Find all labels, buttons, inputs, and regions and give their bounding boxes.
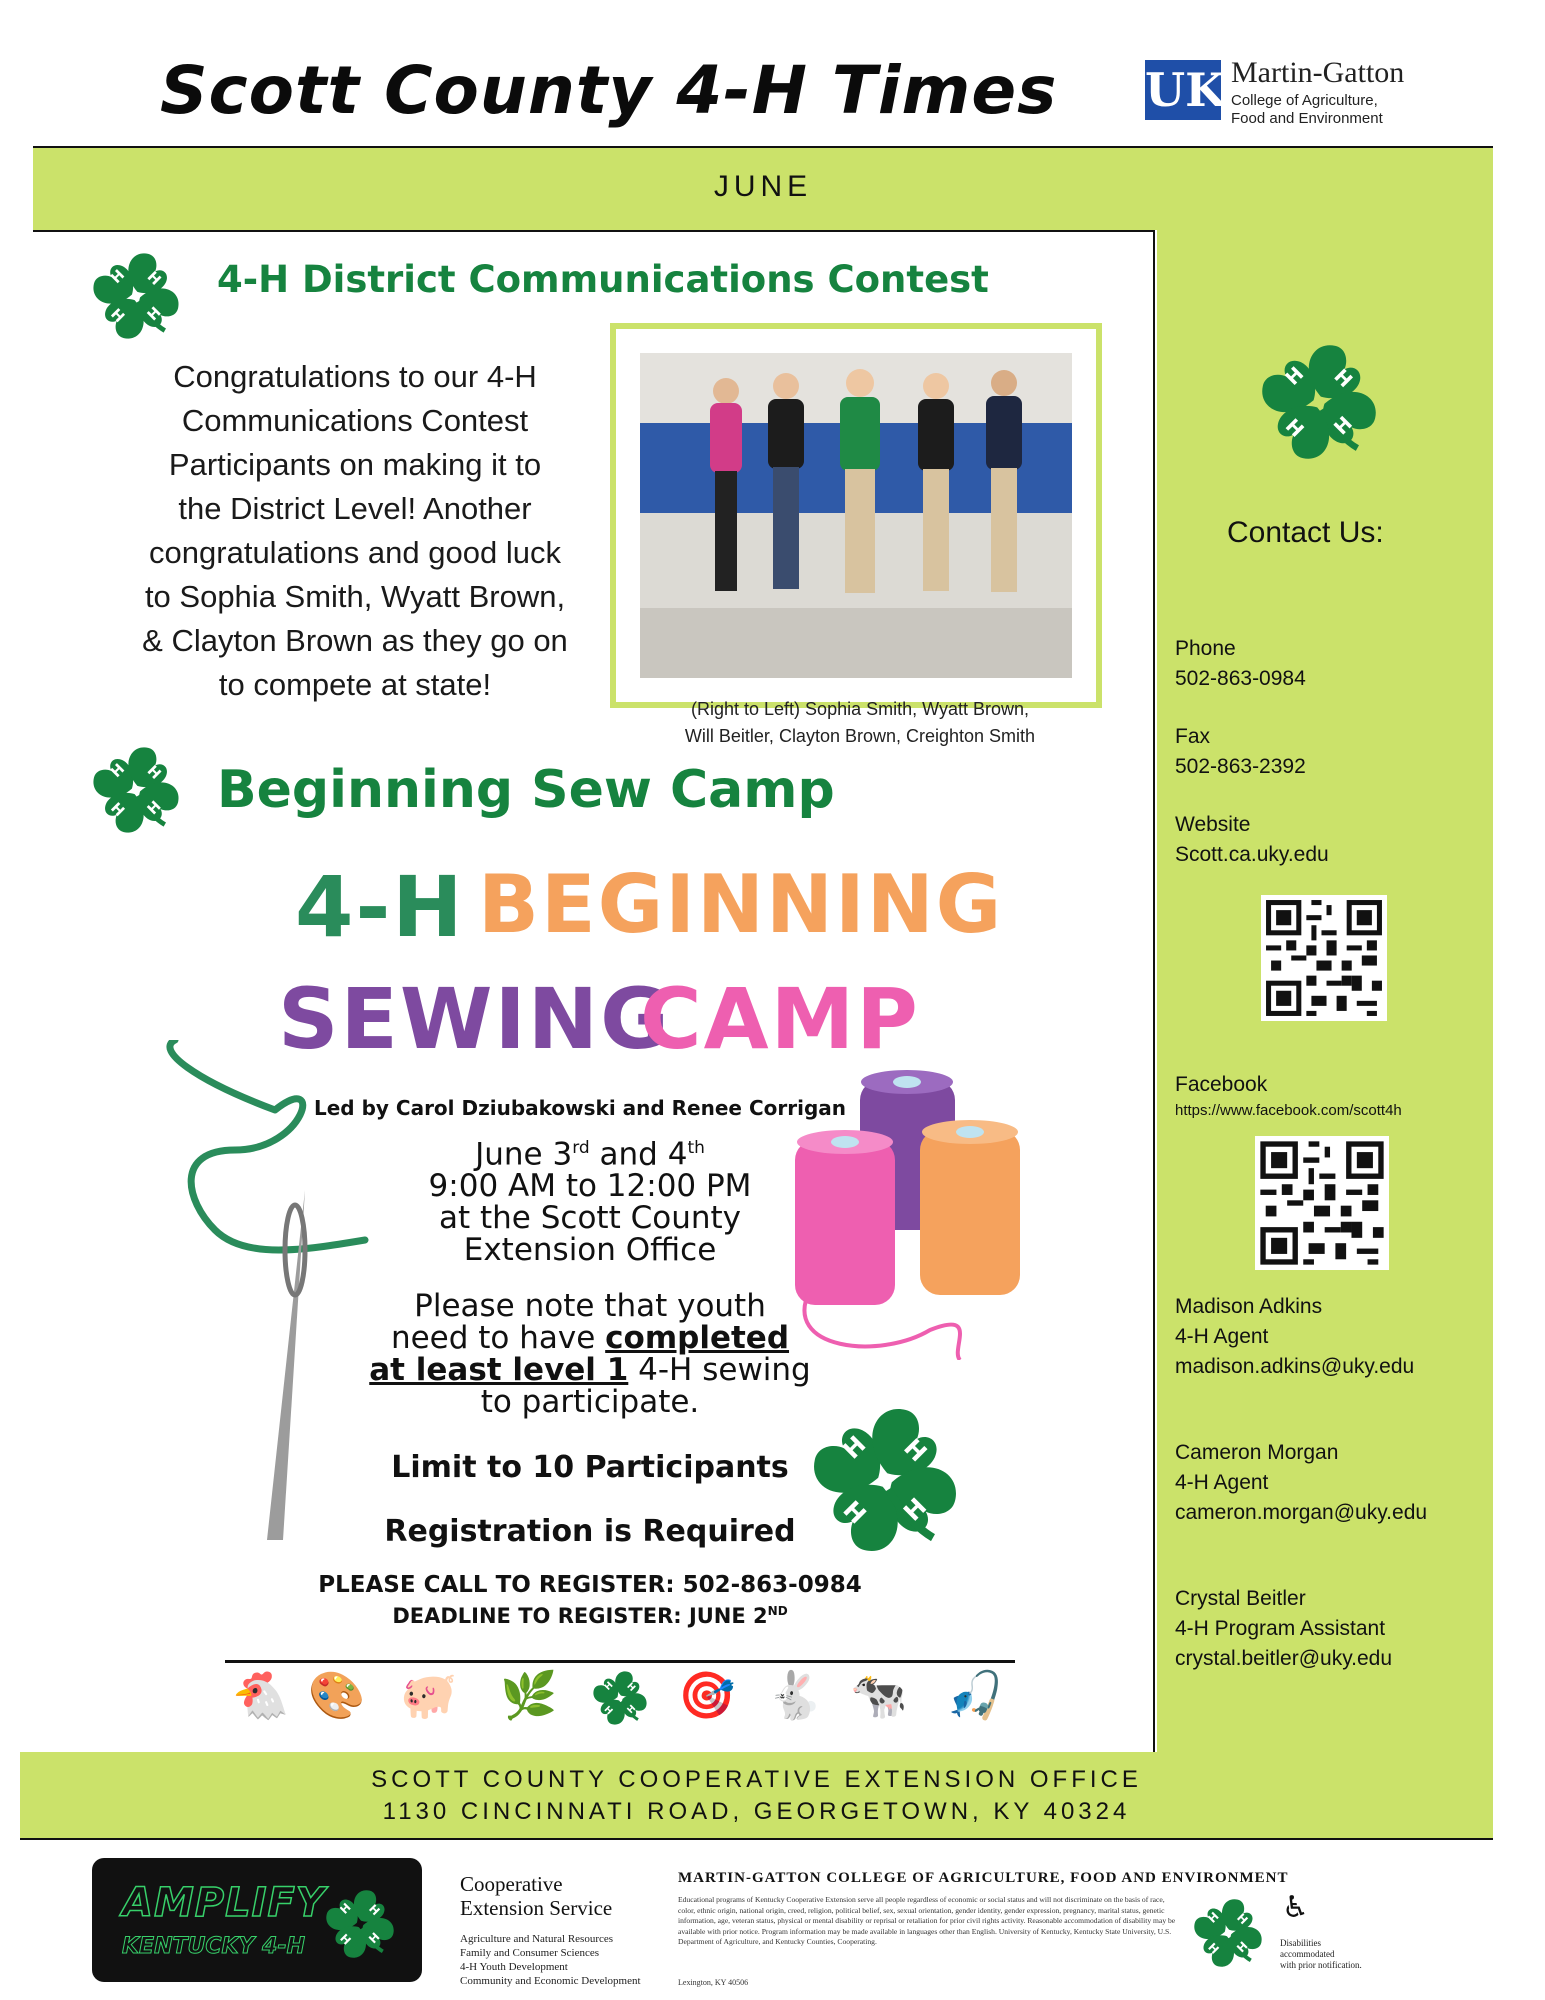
logo-name: Martin-Gatton	[1231, 56, 1405, 89]
contact-sidebar	[1157, 230, 1493, 1752]
contest-body-line: to compete at state!	[218, 667, 492, 702]
flyer-time: 9:00 AM to 12:00 PM	[428, 1168, 752, 1205]
website-qr-code-icon	[1261, 895, 1387, 1021]
fax-value: 502-863-2392	[1175, 755, 1306, 778]
ces-program: Family and Consumer Sciences	[460, 1947, 600, 1959]
flyer-word-beginning: BEGINNING	[478, 858, 1004, 951]
note-text: 4-H sewing	[628, 1352, 811, 1388]
fax-label: Fax	[1175, 725, 1211, 748]
4h-clover-icon	[1190, 1895, 1266, 1971]
date-start-suffix: rd	[572, 1138, 590, 1158]
contest-body-line: Participants on making it to	[168, 447, 542, 482]
contest-body-line: Congratulations to our 4-H	[173, 359, 537, 394]
facebook-label: Facebook	[1175, 1073, 1268, 1096]
facebook-link[interactable]: https://www.facebook.com/scott4h	[1175, 1102, 1402, 1119]
address-band	[20, 1752, 1493, 1838]
contest-body-line: to Sophia Smith, Wyatt Brown,	[144, 579, 566, 614]
flyer-place-1: at the Scott County	[439, 1200, 741, 1237]
flyer-note-4: to participate.	[480, 1384, 700, 1420]
flyer-limit: Limit to 10 Participants	[391, 1450, 789, 1485]
flyer-word-4h: 4-H	[295, 858, 465, 956]
icon-row-divider	[225, 1660, 1015, 1663]
flyer-note-2	[350, 1322, 830, 1354]
flyer-note-3	[350, 1354, 830, 1386]
rabbit-icon: 🐇	[766, 1668, 824, 1722]
flyer-registration: Registration is Required	[384, 1514, 796, 1549]
website-label: Website	[1175, 813, 1251, 836]
contest-body	[95, 355, 615, 707]
flyer-led-by: Led by Carol Dziubakowski and Renee Corrigan	[313, 1096, 846, 1120]
date-start: June 3	[475, 1136, 573, 1173]
date-end: and 4	[589, 1136, 688, 1173]
chicken-icon: 🐔	[232, 1668, 290, 1722]
cow-icon: 🐄	[850, 1668, 908, 1722]
website-link[interactable]: Scott.ca.uky.edu	[1175, 843, 1329, 866]
lexington-address: Lexington, KY 40506	[678, 1978, 749, 1987]
4h-clover-icon	[590, 1668, 650, 1728]
month-band	[33, 148, 1493, 230]
4h-clover-icon	[88, 248, 184, 344]
contact-title: Contact Us:	[1227, 516, 1384, 549]
contest-heading: 4-H District Communications Contest	[217, 258, 989, 301]
amplify-kentucky-4h-logo	[92, 1858, 422, 1982]
participants-photo	[640, 353, 1072, 678]
photo-caption-line: (Right to Left) Sophia Smith, Wyatt Brown,	[691, 699, 1029, 719]
accessibility-icon: ♿	[1282, 1890, 1309, 1925]
flyer-note-1: Please note that youth	[414, 1288, 766, 1324]
office-name: SCOTT COUNTY COOPERATIVE EXTENSION OFFICE	[371, 1766, 1142, 1793]
flyer-word-sewing: SEWING	[278, 970, 672, 1068]
contest-body-line: Communications Contest	[181, 403, 529, 438]
staff-email[interactable]: cameron.morgan@uky.edu	[1175, 1501, 1428, 1524]
disabilities-line: Disabilities	[1280, 1938, 1321, 1948]
note-emphasis: at least level 1	[369, 1352, 629, 1388]
note-text: need to have	[390, 1320, 606, 1356]
photo-caption-line: Will Beitler, Clayton Brown, Creighton Smith	[684, 726, 1036, 746]
fishing-pole-icon: 🎣	[946, 1668, 1004, 1722]
staff-role: 4-H Agent	[1175, 1471, 1269, 1494]
staff-email[interactable]: madison.adkins@uky.edu	[1175, 1355, 1415, 1378]
ces-program: 4-H Youth Development	[460, 1961, 568, 1973]
target-icon: 🎯	[678, 1668, 736, 1722]
newsletter-title: Scott County 4-H Times	[160, 52, 1058, 129]
deadline-text: DEADLINE TO REGISTER: JUNE 2	[392, 1604, 768, 1628]
phone-label: Phone	[1175, 637, 1236, 660]
ces-line-1: Cooperative	[460, 1872, 563, 1896]
flyer-place-2: Extension Office	[463, 1232, 717, 1269]
amplify-word: AMPLIFY	[122, 1880, 326, 1926]
flyer-call: PLEASE CALL TO REGISTER: 502-863-0984	[318, 1572, 862, 1598]
contest-photo-frame	[610, 323, 1102, 708]
contest-body-line: & Clayton Brown as they go on	[142, 623, 568, 658]
ces-line-2: Extension Service	[460, 1896, 613, 1920]
photo-caption	[600, 696, 1120, 750]
disabilities-line: with prior notification.	[1280, 1960, 1362, 1970]
staff-role: 4-H Agent	[1175, 1325, 1269, 1348]
contest-body-line: the District Level! Another	[178, 491, 532, 526]
sew-heading: Beginning Sew Camp	[217, 760, 835, 820]
ces-program: Community and Economic Development	[460, 1975, 641, 1987]
office-address: 1130 CINCINNATI ROAD, GEORGETOWN, KY 40324	[382, 1798, 1131, 1825]
flyer-date-time	[380, 1132, 800, 1269]
4h-clover-icon	[88, 742, 184, 838]
deadline-suffix: ND	[767, 1604, 788, 1618]
footer-rule	[20, 1838, 1493, 1840]
palette-icon: 🎨	[308, 1668, 366, 1722]
note-emphasis: completed	[605, 1320, 790, 1356]
nondiscrimination-statement: Educational programs of Kentucky Cooperative Extension serve all people regardless of economic or social status and will not discriminate on the basis of race, color, ethnic origin, national origin, creed, religion, political belief, sex, sexual orientation, gender identity, gender expression, pregnancy, marital status, genetic information, age, veteran status, physical or mental disability or reprisal or retaliation for prior civil rights activity. Reasonable accommodation of disability may be available with prior notice. Program information may be made available in languages other than English. University of Kentucky, Kentucky State University, U.S. Department of Agriculture, and Kentucky Counties, Cooperating.	[678, 1895, 1176, 1946]
contest-body-line: congratulations and good luck	[149, 535, 561, 570]
month-label: JUNE	[713, 170, 813, 203]
logo-sub-2: Food and Environment	[1231, 110, 1383, 127]
ces-title	[460, 1872, 612, 1920]
staff-role: 4-H Program Assistant	[1175, 1617, 1386, 1640]
uk-martin-gatton-logo	[1145, 56, 1445, 126]
leaf-icon: 🌿	[500, 1668, 558, 1722]
flyer-dates	[380, 1132, 800, 1173]
4h-clover-icon	[805, 1400, 965, 1560]
date-end-suffix: th	[687, 1138, 705, 1158]
staff-name: Crystal Beitler	[1175, 1587, 1306, 1610]
4h-clover-icon	[1255, 338, 1383, 466]
pig-icon: 🐖	[400, 1668, 458, 1722]
ces-program: Agriculture and Natural Resources	[460, 1933, 614, 1945]
facebook-qr-code-icon	[1255, 1136, 1389, 1270]
4h-clover-icon	[322, 1886, 398, 1962]
flyer-note	[350, 1290, 830, 1418]
staff-name: Madison Adkins	[1175, 1295, 1323, 1318]
flyer-word-camp: CAMP	[640, 970, 920, 1068]
phone-value[interactable]: 502-863-0984	[1175, 667, 1306, 690]
flyer-deadline	[330, 1604, 850, 1628]
staff-name: Cameron Morgan	[1175, 1441, 1339, 1464]
uk-logo-mark: UK	[1145, 60, 1221, 120]
staff-email[interactable]: crystal.beitler@uky.edu	[1175, 1647, 1393, 1670]
disabilities-line: accommodated	[1280, 1949, 1335, 1959]
disabilities-note	[1280, 1938, 1362, 1971]
logo-sub-1: College of Agriculture,	[1231, 92, 1378, 109]
ces-programs	[460, 1932, 641, 1988]
kentucky-4h-word: KENTUCKY 4-H	[122, 1934, 305, 1959]
college-name: MARTIN-GATTON COLLEGE OF AGRICULTURE, FOOD AND ENVIRONMENT	[678, 1870, 1289, 1886]
left-margin	[20, 230, 33, 1752]
